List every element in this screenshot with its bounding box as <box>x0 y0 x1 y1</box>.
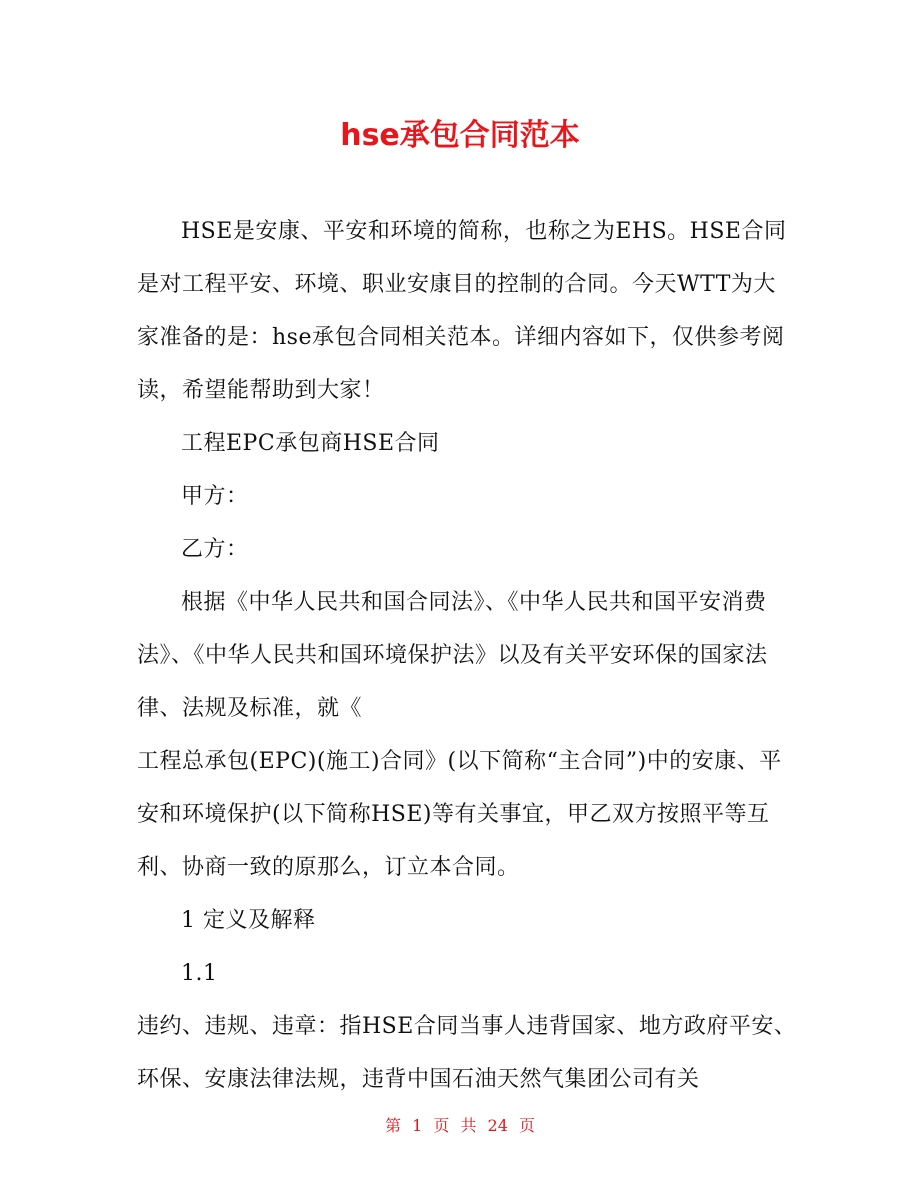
party-a-line: 甲方： <box>181 484 249 509</box>
legal-basis-continuation: 工程总承包(EPC)(施工)合同》(以下简称“主合同”)中的安康、平安和环境保护(以下简称HSE)等有关事宜，甲乙双方按照平等互利、协商一致的原那么，订立本合同。 <box>137 749 782 880</box>
clause-text: 违约、违规、违章：指HSE合同当事人违背国家、地方政府平安、环保、安康法律法规，违背中国石油天然气集团公司有关 <box>137 1014 797 1092</box>
document-title: hse承包合同范本 <box>340 118 580 153</box>
legal-basis-paragraph: 根据《中华人民共和国合同法》、《中华人民共和国平安消费法》、《中华人民共和国环境保护法》以及有关平安环保的国家法律、法规及标准，就《 <box>137 590 768 721</box>
contract-heading: 工程EPC承包商HSE合同 <box>181 431 440 456</box>
party-b-line: 乙方： <box>181 537 249 562</box>
clause-number: 1.1 <box>181 961 218 986</box>
document-body <box>137 205 797 1106</box>
intro-paragraph: HSE是安康、平安和环境的简称，也称之为EHS。HSE合同是对工程平安、环境、职业安康目的控制的合同。今天WTT为大家准备的是：hse承包合同相关范本。详细内容如下，仅供参考阅读，希望能帮助到大家！ <box>137 219 787 403</box>
section-heading: 1 定义及解释 <box>181 908 316 933</box>
page-footer: 第 1 页 共 24 页 <box>385 1116 535 1135</box>
